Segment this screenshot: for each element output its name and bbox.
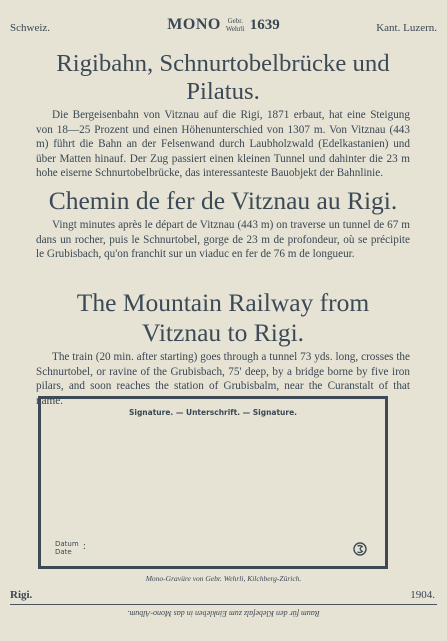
country-label: Schweiz. (10, 22, 51, 34)
date-colon: : (83, 541, 86, 552)
gebr-text: Gebr. (227, 17, 243, 25)
date-label (55, 540, 79, 556)
section-title-french: Chemin de fer de Vitznau au Rigi. (48, 186, 398, 215)
mono-logo-icon (353, 542, 367, 556)
card-number-value: 1639 (249, 16, 280, 33)
signature-label: Signature. — Unterschrift. — Signature. (128, 408, 298, 417)
section-title-english: The Mountain Railway from Vitznau to Rigi. (76, 288, 370, 347)
publisher-mark (226, 17, 245, 33)
section-text-french: Vingt minutes après le départ de Vitznau (443 m) on traverse un tunnel de 67 m dans un rocher, puis le Schnurtobel, gorge de 23 m de profondeur, où se précipite le Grubisbach, qu'on franchit sur un viaduc en fer de 76 m de longueur. (36, 219, 410, 261)
printer-credit: Mono-Gravüre von Gebr. Wehrli, Kilchberg-Zürich. (145, 574, 302, 583)
mono-brand: MONO (167, 16, 221, 33)
section-title-german: Rigibahn, Schnurtobelbrücke und Pilatus. (56, 50, 390, 105)
section-text-german: Die Bergeisenbahn von Vitznau auf die Rigi, 1871 erbaut, hat eine Steigung von 18—25 Prozent und einen Höhenunterschied von 1307 m. Von Vitznau (443 m) führt die Bahn an der Felsenwand durch Laubholzwald (Edelkastanien) und über Matten hinauf. Der Zug passiert einen kleinen Tunnel und dahinter die 23 m hohe eiserne Schnurtobelbrücke, das interessanteste Bauobjekt der Bahnlinie. (36, 109, 410, 180)
section-french (36, 186, 410, 262)
section-english (36, 288, 410, 408)
signature-box[interactable] (38, 396, 388, 569)
card-header (10, 16, 437, 42)
year-label: 1904. (410, 589, 435, 601)
divider (10, 604, 437, 605)
wehrli-text: Wehrli (225, 25, 245, 33)
section-german (36, 50, 410, 181)
album-note: Raum für den Klebefalz zum Einkleben in das Mono-Album. (127, 609, 320, 618)
section-text-english: The train (20 min. after starting) goes through a tunnel 73 yds. long, crosses the Schnurtobel, or ravine of the Grubisbach, 75' deep, by a bridge borne by five iron pilars, and soon reaches the station of Grubisbalm, near the Curanstalt of that name. (36, 351, 410, 407)
location-label: Rigi. (10, 589, 33, 601)
datum-text: Datum (55, 540, 79, 548)
canton-label: Kant. Luzern. (376, 22, 437, 34)
date-text: Date (55, 548, 72, 556)
card-number (167, 16, 279, 34)
